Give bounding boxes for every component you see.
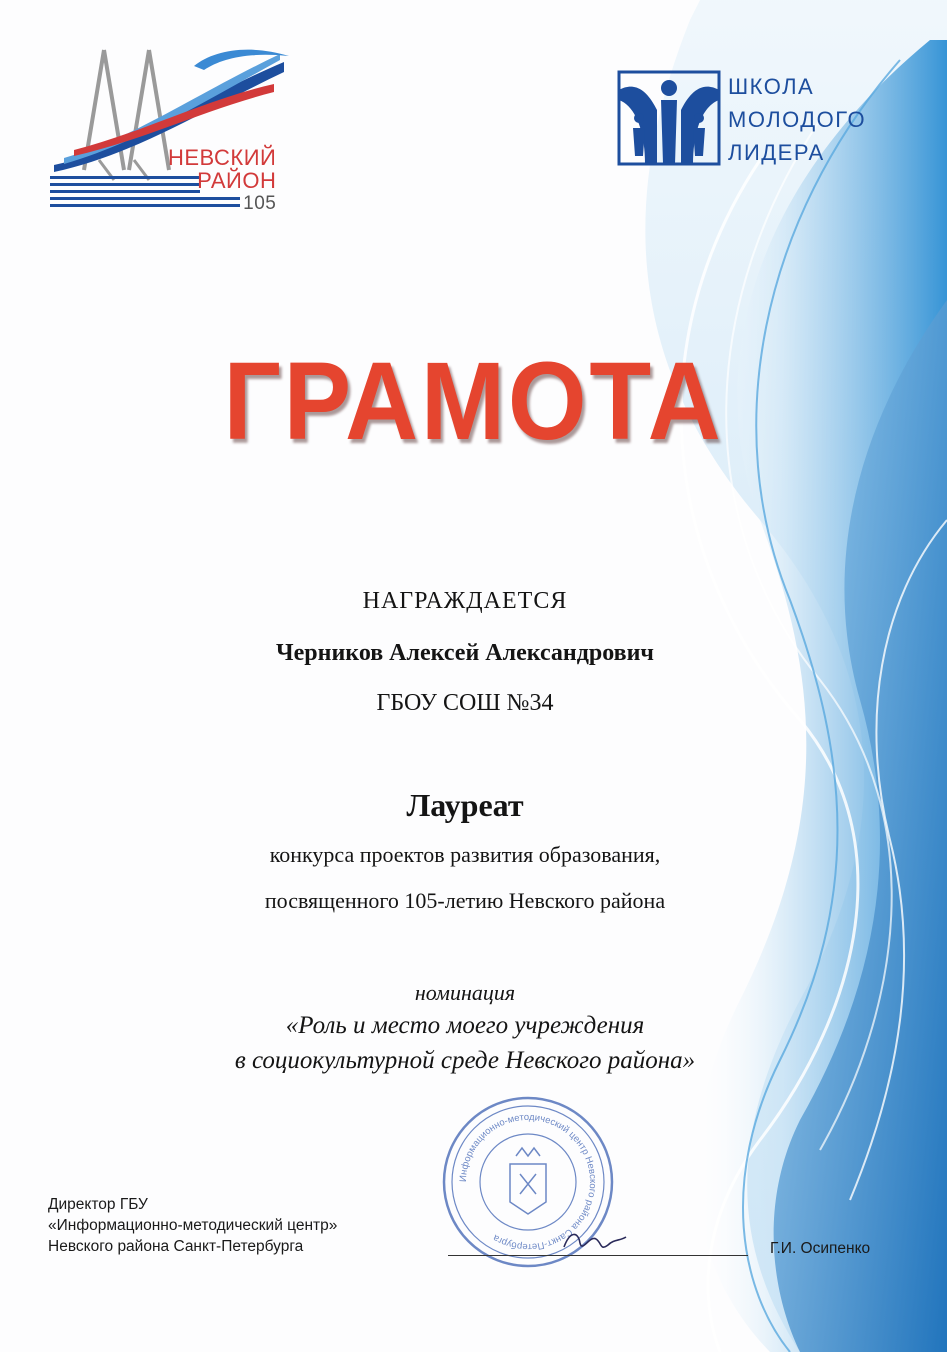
seal-text: Информационно-методический центр Невского района Санкт-Петербурга bbox=[457, 1111, 599, 1253]
school-logo-label bbox=[728, 70, 866, 169]
recipient-name: Черников Алексей Александрович bbox=[276, 640, 654, 666]
logo-right-line3: ЛИДЕРА bbox=[728, 140, 825, 165]
nomination-title-line2: в социокультурной среде Невского района» bbox=[234, 1047, 696, 1074]
logo-right-line2: МОЛОДОГО bbox=[728, 107, 867, 132]
signer-block bbox=[48, 1194, 337, 1257]
nomination-title-line1: «Роль и место моего учреждения bbox=[285, 1012, 645, 1039]
nomination-label: номинация bbox=[414, 980, 516, 1005]
logo-right-line1: ШКОЛА bbox=[728, 74, 815, 99]
certificate-title: ГРАМОТА bbox=[223, 340, 724, 463]
logo-left-line1: НЕВСКИЙ bbox=[168, 145, 277, 170]
signer-name: Г.И. Осипенко bbox=[770, 1240, 871, 1257]
people-emblem-icon bbox=[617, 70, 721, 166]
awarded-label: НАГРАЖДАЕТСЯ bbox=[362, 588, 568, 614]
signer-line3: Невского района Санкт-Петербурга bbox=[48, 1238, 304, 1255]
recipient-school: ГБОУ СОШ №34 bbox=[376, 690, 554, 716]
contest-description-line1: конкурса проектов развития образования, bbox=[269, 842, 661, 867]
logo-left-line2: РАЙОН bbox=[197, 168, 277, 193]
district-logo-label bbox=[168, 146, 276, 215]
award-status: Лауреат bbox=[406, 787, 524, 823]
signer-line1: Директор ГБУ bbox=[48, 1196, 148, 1213]
contest-description-line2: посвященного 105-летию Невского района bbox=[264, 888, 666, 913]
handwritten-signature-icon bbox=[560, 1225, 630, 1255]
logo-left-number: 105 bbox=[243, 193, 277, 214]
signer-line2: «Информационно-методический центр» bbox=[48, 1217, 338, 1234]
signature-line bbox=[448, 1255, 748, 1256]
